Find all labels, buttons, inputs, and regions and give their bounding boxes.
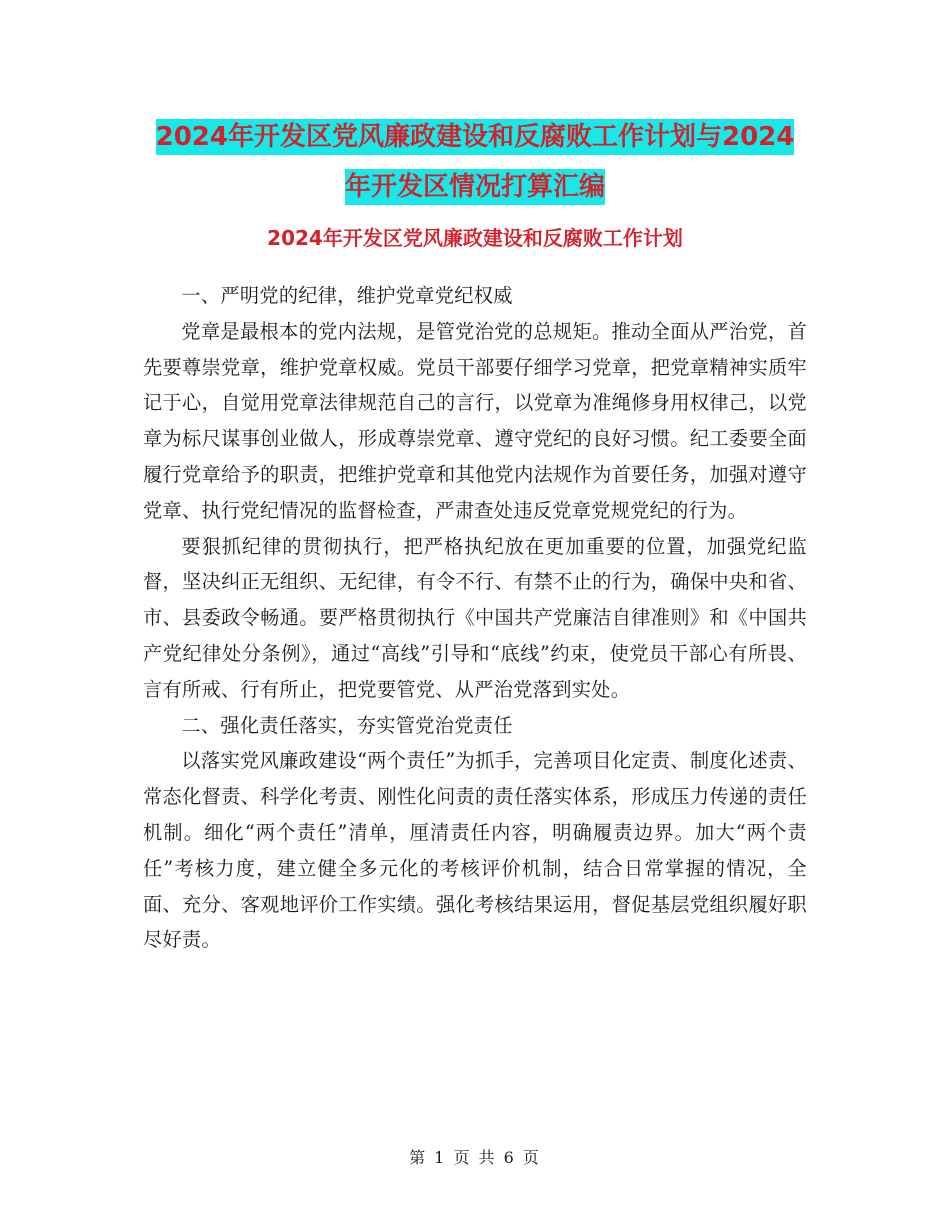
page-footer: 第 1 页 共 6 页 xyxy=(409,1148,541,1167)
paragraph-2: 要狠抓纪律的贯彻执行，把严格执纪放在更加重要的位置，加强党纪监督，坚决纠正无组织、无纪律，有令不行、有禁不止的行为，确保中央和省、市、县委政令畅通。要严格贯彻执行《中国共产党廉洁自律准则》和《中国共产党纪律处分条例》，通过“高线”引导和“底线”约束，使党员干部心有所畏、言有所戒、行有所止，把党要管党、从严治党落到实处。 xyxy=(143,534,807,701)
document-body xyxy=(143,278,807,958)
section-heading-2: 二、强化责任落实，夯实管党治党责任 xyxy=(181,713,513,737)
section-title: 2024年开发区党风廉政建设和反腐败工作计划 xyxy=(267,226,683,250)
document-title-line-2: 年开发区情况打算汇编 xyxy=(345,169,605,205)
paragraph-3: 以落实党风廉政建设“两个责任”为抓手，完善项目化定责、制度化述责、常态化督责、科学化考责、刚性化问责的责任落实体系，形成压力传递的责任机制。细化“两个责任”清单，厘清责任内容，明确履责边界。加大“两个责任”考核力度，建立健全多元化的考核评价机制，结合日常掌握的情况，全面、充分、客观地评价工作实绩。强化考核结果运用，督促基层党组织履好职尽好责。 xyxy=(143,749,807,952)
document-title-line-1: 2024年开发区党风廉政建设和反腐败工作计划与2024 xyxy=(156,119,795,155)
paragraph-1: 党章是最根本的党内法规，是管党治党的总规矩。推动全面从严治党，首先要尊崇党章，维护党章权威。党员干部要仔细学习党章，把党章精神实质牢记于心，自觉用党章法律规范自己的言行，以党章为准绳修身用权律己，以党章为标尺谋事创业做人，形成尊崇党章、遵守党纪的良好习惯。纪工委要全面履行党章给予的职责，把维护党章和其他党内法规作为首要任务，加强对遵守党章、执行党纪情况的监督检查，严肃查处违反党章党规党纪的行为。 xyxy=(143,319,807,522)
document-title xyxy=(140,112,810,212)
section-heading-1: 一、严明党的纪律，维护党章党纪权威 xyxy=(181,284,513,307)
